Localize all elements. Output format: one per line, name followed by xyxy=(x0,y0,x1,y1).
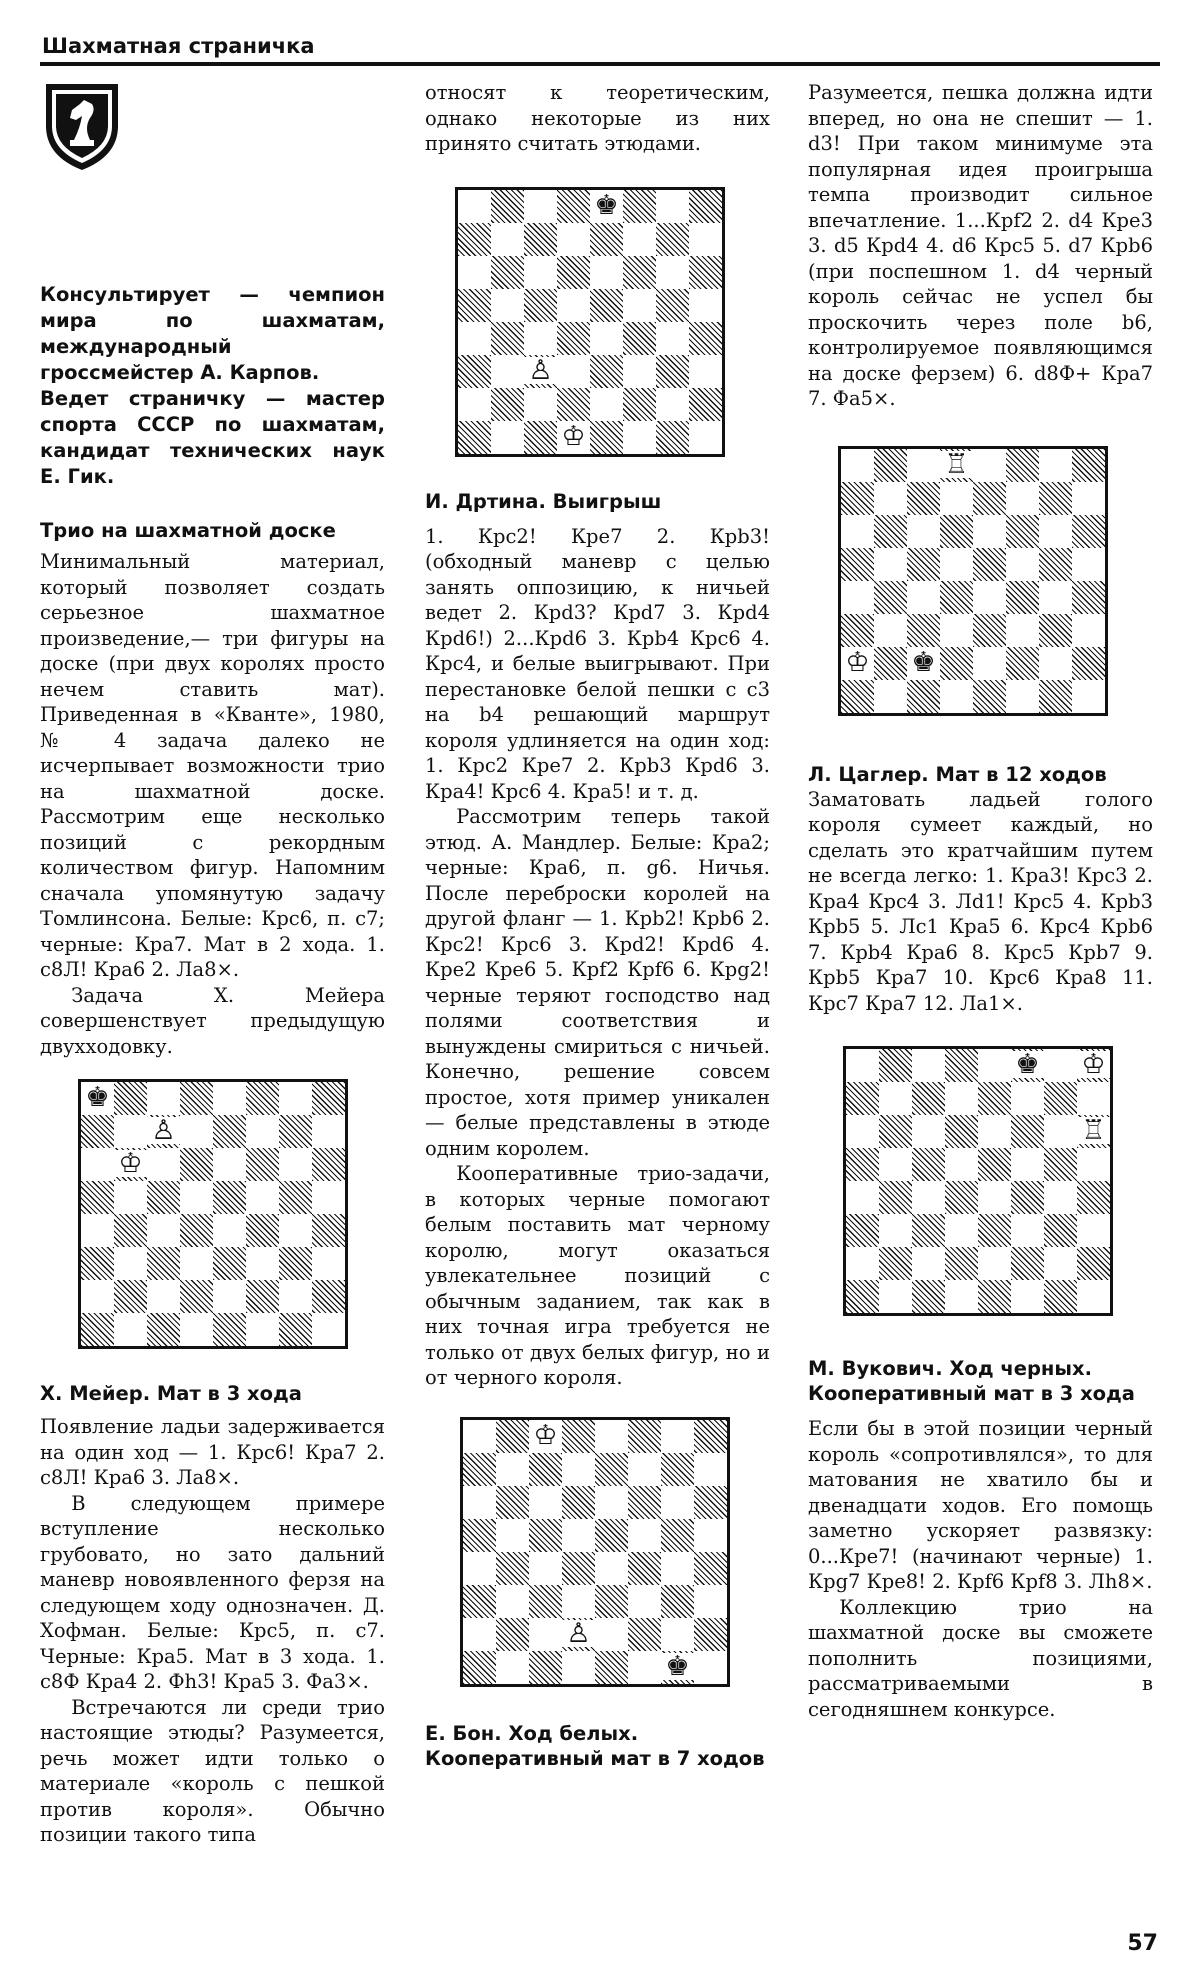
black-king-icon: ♚ xyxy=(81,1084,114,1111)
chess-knight-shield-icon xyxy=(40,80,124,172)
paragraph: В следующем примере вступление несколько грубовато, но зато дальний маневр новоявленного ферзя на следующем ходу однозначен. Д. Хофман. Белые: Крс5, п. с7. Черные: Кра5. Мат в 3 хода. 1. с8Ф Кра4 2. Фh3! Кра5 3. Фа3×. xyxy=(40,1491,385,1693)
caption-zagler: Л. Цаглер. Мат в 12 ходов xyxy=(808,762,1107,786)
light-square xyxy=(524,388,557,421)
light-square xyxy=(1039,515,1072,548)
light-square xyxy=(180,1247,213,1280)
light-square xyxy=(114,1181,147,1214)
light-square xyxy=(945,1082,978,1115)
light-square xyxy=(689,421,722,454)
light-square xyxy=(81,1148,114,1181)
light-square xyxy=(940,614,973,647)
paragraph: Если бы в этой позиции черный король «сопротивлялся», то для матования не хватило бы и двенадцати ходов. Его помощь заметно ускоряет развязку: 0...Кре7! (начинают черные) 1. Крg7 Кре8! 2. Крf6 Крf8 3. Лh8×. xyxy=(808,1417,1153,1593)
light-square xyxy=(1077,1214,1110,1247)
light-square xyxy=(940,548,973,581)
light-square xyxy=(114,1115,147,1148)
article-title: Трио на шахматной доске xyxy=(40,519,336,542)
paragraph: Появление ладьи задерживается на один ход — 1. Крс6! Кра7 2. с8Л! Кра6 3. Ла8×. xyxy=(40,1415,385,1489)
intro-editor: Ведет страничку — мастер спорта СССР по шахматам, кандидат технических наук Е. Гик. xyxy=(40,387,385,488)
light-square xyxy=(1011,1082,1044,1115)
light-square xyxy=(491,421,524,454)
light-square xyxy=(907,581,940,614)
light-square xyxy=(628,1651,661,1684)
light-square xyxy=(656,322,689,355)
paragraph: Коллекцию трио на шахматной доске вы сможете пополнить позициями, рассматриваемыми в сегодняшнем конкурсе. xyxy=(808,1595,1153,1721)
white-rook-icon: ♖ xyxy=(1077,1117,1110,1144)
paragraph: Встречаются ли среди трио настоящие этюды? Разумеется, речь может идти только о материале «король с пешкой против короля». Обычно позиции такого типа xyxy=(40,1695,385,1846)
light-square xyxy=(846,1049,879,1082)
light-square xyxy=(463,1552,496,1585)
light-square xyxy=(312,1313,345,1346)
light-square xyxy=(1044,1115,1077,1148)
light-square xyxy=(940,482,973,515)
light-square xyxy=(529,1552,562,1585)
light-square xyxy=(907,515,940,548)
light-square xyxy=(689,223,722,256)
light-square xyxy=(590,256,623,289)
light-square xyxy=(562,1651,595,1684)
light-square xyxy=(114,1313,147,1346)
light-square xyxy=(246,1115,279,1148)
column-1 xyxy=(40,80,385,1848)
light-square xyxy=(1011,1214,1044,1247)
light-square xyxy=(81,1214,114,1247)
light-square xyxy=(496,1519,529,1552)
light-square xyxy=(463,1486,496,1519)
light-square xyxy=(491,355,524,388)
caption-drtina: И. Дртина. Выигрыш xyxy=(425,489,662,513)
light-square xyxy=(1006,680,1039,713)
light-square xyxy=(623,355,656,388)
light-square xyxy=(841,515,874,548)
light-square xyxy=(846,1247,879,1280)
section-title: Шахматная страничка xyxy=(42,34,315,58)
light-square xyxy=(1011,1280,1044,1313)
light-square xyxy=(879,1148,912,1181)
light-square xyxy=(496,1585,529,1618)
paragraph: Минимальный материал, который позволяет создать серьезное шахматное произведение,— три фигуры на доске (при двух королях просто нечем ставить мат). Приведенная в «Кванте», 1980, № 4 задача далеко не исчерпывает возможности трио на шахматной доске. Рассмотрим еще несколько позиций с рекордным количеством фигур. Напомним сначала упомянутую задачу Томлинсона. Белые: Крс6, п. с7; черные: Кра7. Мат в 2 хода. 1. с8Л! Кра6 2. Ла8×. xyxy=(40,550,385,981)
light-square xyxy=(907,449,940,482)
light-square xyxy=(147,1280,180,1313)
light-square xyxy=(661,1552,694,1585)
light-square xyxy=(978,1247,1011,1280)
light-square xyxy=(312,1181,345,1214)
light-square xyxy=(945,1214,978,1247)
light-square xyxy=(562,1585,595,1618)
light-square xyxy=(529,1618,562,1651)
light-square xyxy=(694,1651,727,1684)
light-square xyxy=(279,1148,312,1181)
light-square xyxy=(213,1148,246,1181)
light-square xyxy=(1044,1247,1077,1280)
light-square xyxy=(590,322,623,355)
light-square xyxy=(846,1115,879,1148)
chess-diagram-zagler xyxy=(838,446,1108,716)
light-square xyxy=(973,449,1006,482)
light-square xyxy=(879,1082,912,1115)
light-square xyxy=(491,289,524,322)
white-king-icon: ♔ xyxy=(841,649,874,676)
light-square xyxy=(279,1280,312,1313)
light-square xyxy=(524,256,557,289)
light-square xyxy=(623,289,656,322)
chess-diagram-bon xyxy=(460,1417,730,1687)
light-square xyxy=(874,548,907,581)
white-king-icon: ♔ xyxy=(529,1422,562,1449)
light-square xyxy=(524,190,557,223)
light-square xyxy=(1072,548,1105,581)
light-square xyxy=(595,1618,628,1651)
light-square xyxy=(661,1618,694,1651)
light-square xyxy=(973,647,1006,680)
light-square xyxy=(978,1181,1011,1214)
light-square xyxy=(846,1181,879,1214)
chess-diagram-drtina xyxy=(455,187,725,457)
light-square xyxy=(562,1519,595,1552)
light-square xyxy=(114,1247,147,1280)
light-square xyxy=(590,388,623,421)
light-square xyxy=(1072,482,1105,515)
page-number: 57 xyxy=(1127,1931,1158,1956)
light-square xyxy=(978,1115,1011,1148)
white-king-icon: ♔ xyxy=(1077,1051,1110,1078)
black-king-icon: ♚ xyxy=(590,192,623,219)
light-square xyxy=(661,1486,694,1519)
chess-diagram-vukovic xyxy=(843,1046,1113,1316)
black-king-icon: ♚ xyxy=(661,1653,694,1680)
white-pawn-icon: ♙ xyxy=(524,357,557,384)
light-square xyxy=(458,190,491,223)
light-square xyxy=(694,1453,727,1486)
light-square xyxy=(912,1181,945,1214)
light-square xyxy=(656,388,689,421)
light-square xyxy=(246,1181,279,1214)
light-square xyxy=(945,1148,978,1181)
black-king-icon: ♚ xyxy=(1011,1051,1044,1078)
paragraph: Заматовать ладьей голого короля сумеет каждый, но сделать это кратчайшим путем не всегда легко: 1. Кра3! Крс3 2. Кра4 Крс4 3. Лd1! Крс5 4. Крb3 Крb5 5. Лс1 Кра5 6. Крс4 Крb6 7. Крb4 Кра6 8. Крс5 Крb7 9. Крb5 Кра7 10. Крс6 Кра8 11. Крс7 Кра7 12. Ла1×. xyxy=(808,787,1153,1015)
caption-bon: Е. Бон. Ход белых. Кооперативный мат в 7 ходов xyxy=(425,1721,765,1770)
light-square xyxy=(623,421,656,454)
light-square xyxy=(213,1082,246,1115)
light-square xyxy=(1077,1280,1110,1313)
light-square xyxy=(180,1181,213,1214)
light-square xyxy=(458,256,491,289)
paragraph: Разумеется, пешка должна идти вперед, но она не спешит — 1. d3! При таком минимуме эта популярная идея проигрыша темпа производит сильное впечатление. 1...Крf2 2. d4 Кре3 3. d5 Крd4 4. d6 Крс5 5. d7 Крb6 (при поспешном 1. d4 черный король сейчас не успел бы проскочить через поле b6, контролируемое появляющимся на доске ферзем) 6. d8Ф+ Кра7 7. Фа5×. xyxy=(808,81,1153,410)
light-square xyxy=(912,1115,945,1148)
light-square xyxy=(147,1148,180,1181)
paragraph: Задача Х. Мейера совершенствует предыдущую двухходовку. xyxy=(40,983,385,1058)
light-square xyxy=(496,1453,529,1486)
light-square xyxy=(1039,581,1072,614)
light-square xyxy=(529,1486,562,1519)
light-square xyxy=(279,1214,312,1247)
page-header xyxy=(40,32,1160,66)
light-square xyxy=(841,581,874,614)
light-square xyxy=(1077,1148,1110,1181)
paragraph: 1. Крс2! Кре7 2. Крb3! (обходный маневр с целью занять оппозицию, к ничьей ведет 2. Крd3? Крd7 3. Крd4 Крd6!) 2...Крd6 3. Крb4 Крс6 4. Крс4, и белые выигрывают. При перестановке белой пешки с с3 на b4 решающий маршрут короля удлиняется на один ход: 1. Крс2 Кре7 2. Крb3 Крd6 3. Кра4! Крс6 4. Кра5! и т. д. xyxy=(425,524,770,803)
light-square xyxy=(180,1115,213,1148)
light-square xyxy=(973,515,1006,548)
light-square xyxy=(312,1115,345,1148)
paragraph: относят к теоретическим, однако некоторые из них принято считать этюдами. xyxy=(425,81,770,155)
intro-consultant: Консультирует — чемпион мира по шахматам, международный гроссмейстер А. Карпов. xyxy=(40,283,385,384)
column-2 xyxy=(425,80,770,1771)
light-square xyxy=(694,1585,727,1618)
light-square xyxy=(1039,449,1072,482)
black-king-icon: ♚ xyxy=(907,649,940,676)
light-square xyxy=(595,1420,628,1453)
light-square xyxy=(147,1214,180,1247)
light-square xyxy=(841,449,874,482)
light-square xyxy=(246,1313,279,1346)
light-square xyxy=(628,1453,661,1486)
light-square xyxy=(595,1552,628,1585)
light-square xyxy=(1006,482,1039,515)
light-square xyxy=(279,1082,312,1115)
light-square xyxy=(496,1651,529,1684)
light-square xyxy=(458,322,491,355)
chess-diagram-meyer xyxy=(78,1079,348,1349)
light-square xyxy=(689,289,722,322)
light-square xyxy=(81,1280,114,1313)
white-rook-icon: ♖ xyxy=(940,451,973,478)
white-pawn-icon: ♙ xyxy=(562,1620,595,1647)
caption-meyer: Х. Мейер. Мат в 3 хода xyxy=(40,1382,302,1405)
light-square xyxy=(557,223,590,256)
light-square xyxy=(912,1247,945,1280)
light-square xyxy=(978,1049,1011,1082)
light-square xyxy=(1072,614,1105,647)
light-square xyxy=(656,256,689,289)
light-square xyxy=(458,388,491,421)
light-square xyxy=(1072,680,1105,713)
column-3 xyxy=(808,80,1153,1722)
light-square xyxy=(180,1313,213,1346)
caption-vukovic: М. Вукович. Ход черных. Кооперативный мат в 3 хода xyxy=(808,1357,1135,1405)
light-square xyxy=(557,355,590,388)
light-square xyxy=(557,289,590,322)
light-square xyxy=(562,1453,595,1486)
light-square xyxy=(661,1420,694,1453)
light-square xyxy=(1039,647,1072,680)
light-square xyxy=(213,1280,246,1313)
light-square xyxy=(879,1214,912,1247)
white-pawn-icon: ♙ xyxy=(147,1117,180,1144)
light-square xyxy=(463,1420,496,1453)
light-square xyxy=(595,1486,628,1519)
logo-wrap xyxy=(40,80,385,172)
light-square xyxy=(213,1214,246,1247)
light-square xyxy=(147,1082,180,1115)
light-square xyxy=(879,1280,912,1313)
light-square xyxy=(623,223,656,256)
white-king-icon: ♔ xyxy=(114,1150,147,1177)
light-square xyxy=(874,614,907,647)
light-square xyxy=(246,1247,279,1280)
light-square xyxy=(945,1280,978,1313)
light-square xyxy=(491,223,524,256)
light-square xyxy=(656,190,689,223)
light-square xyxy=(628,1585,661,1618)
light-square xyxy=(463,1618,496,1651)
paragraph: Рассмотрим теперь такой этюд. А. Мандлер. Белые: Кра2; черные: Кра6, п. g6. Ничья. После переброски королей на другой фланг — 1. Крb2! Крb6 2. Крс2! Крс6 3. Крd2! Крd6 4. Кре2 Кре6 5. Крf2 Крf6 6. Крg2! черные теряют господство над полями соответствия и вынуждены смириться с ничьей. Конечно, решение совсем простое, хотя пример уникален — белые представлены в этюде одним королем. xyxy=(425,805,770,1160)
light-square xyxy=(689,355,722,388)
light-square xyxy=(524,322,557,355)
light-square xyxy=(628,1519,661,1552)
light-square xyxy=(912,1049,945,1082)
light-square xyxy=(940,680,973,713)
light-square xyxy=(312,1247,345,1280)
light-square xyxy=(874,482,907,515)
light-square xyxy=(973,581,1006,614)
light-square xyxy=(1006,614,1039,647)
light-square xyxy=(1011,1148,1044,1181)
light-square xyxy=(694,1519,727,1552)
light-square xyxy=(874,680,907,713)
white-king-icon: ♔ xyxy=(557,423,590,450)
light-square xyxy=(1006,548,1039,581)
paragraph: Кооперативные трио-задачи, в которых черные помогают белым поставить мат черному королю, могут оказаться увлекательнее позиций с обычным заданием, так как в них точная игра требуется не только от двух белых фигур, но и от черного короля. xyxy=(425,1162,770,1389)
light-square xyxy=(1077,1082,1110,1115)
light-square xyxy=(1044,1181,1077,1214)
light-square xyxy=(1044,1049,1077,1082)
